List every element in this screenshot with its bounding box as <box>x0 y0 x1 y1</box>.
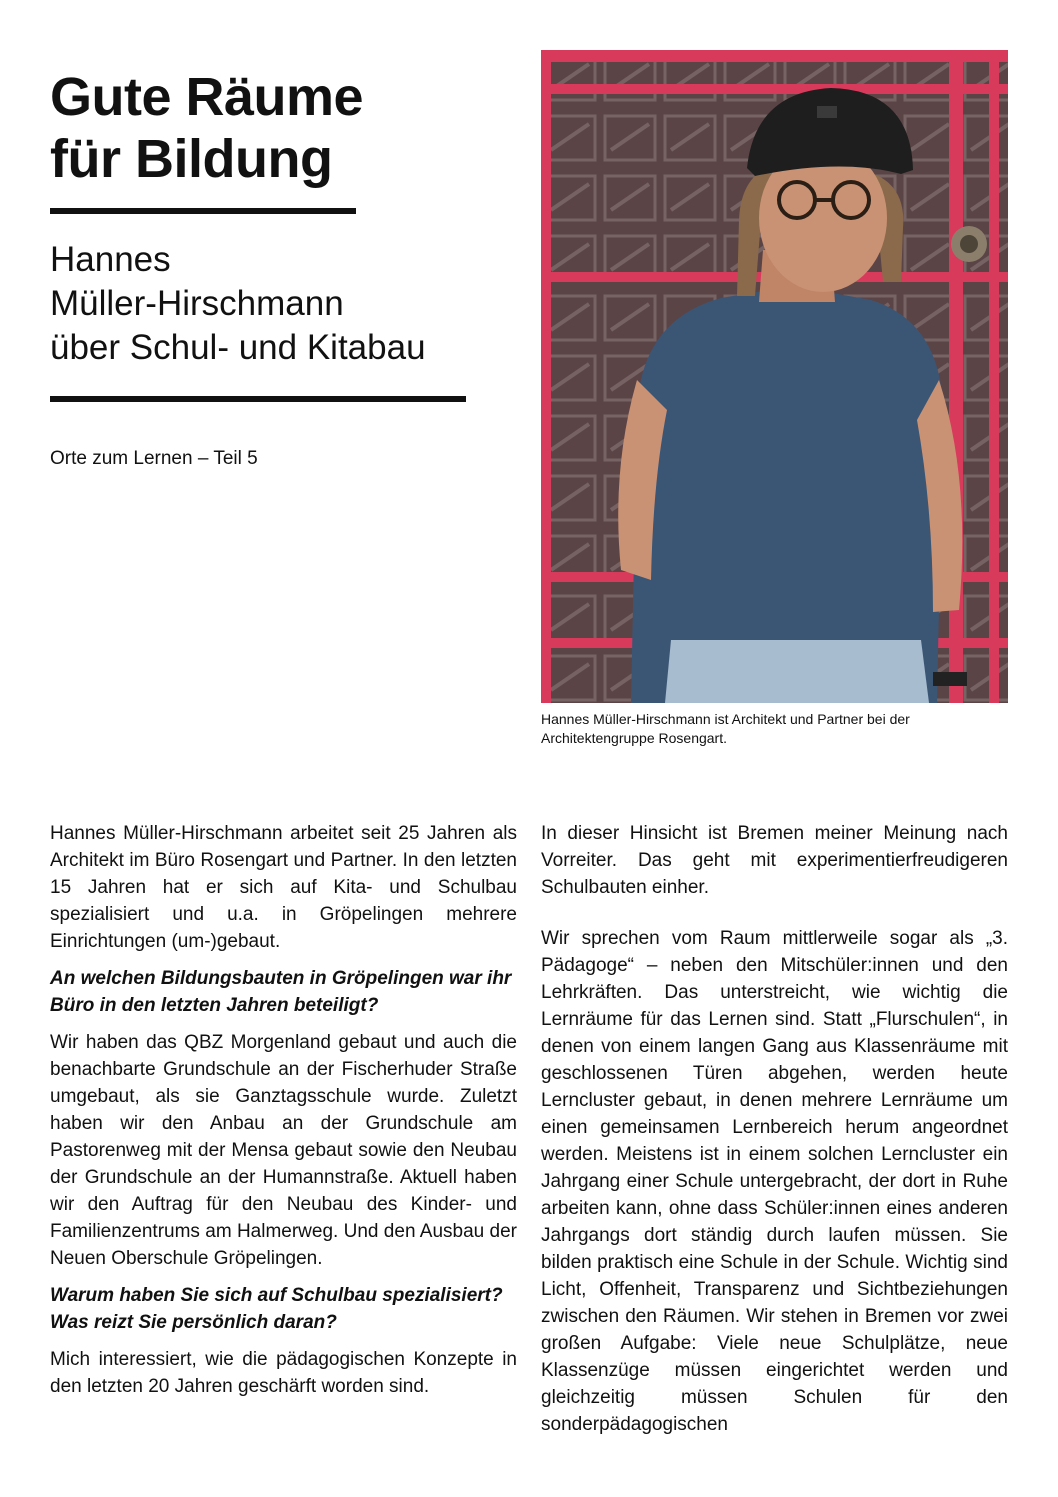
subtitle-line-2: Müller-Hirschmann <box>50 284 344 323</box>
article-column-left <box>50 820 517 1410</box>
page-title <box>50 66 470 190</box>
question-2: Warum haben Sie sich auf Schulbau spezialisiert? Was reizt Sie persönlich daran? <box>50 1285 503 1333</box>
page-subtitle <box>50 238 500 370</box>
subtitle-line-1: Hannes <box>50 240 171 279</box>
photo-caption: Hannes Müller-Hirschmann ist Architekt und Partner bei der Architektengruppe Rosengart. <box>541 711 910 746</box>
portrait-illustration <box>541 50 1008 703</box>
title-line-1: Gute Räume <box>50 67 364 127</box>
title-line-2: für Bildung <box>50 129 333 189</box>
answer-2-continued-2: Wir sprechen vom Raum mittlerweile sogar als „3. Pädagoge“ – neben den Mitschüler:innen und den Lehrkräften. Das unterstreicht, wie wichtig die Lernräume für das Lernen sind. Statt „Flurschulen“, in denen von einem langen Gang aus Klassenräume mit geschlossenen Türen abgehen, werden heute Lerncluster gebaut, in denen mehrere Lernräume um einen gemeinsamen Lernbereich herum angeordnet werden. Meistens ist in einem solchen Lerncluster ein Jahrgang einer Schule untergebracht, der dort in Ruhe arbeiten kann, ohne dass Schüler:innen eines anderen Jahrgangs dort ständig durch laufen müssen. Sie bilden praktisch eine Schule in der Schule. Wichtig sind Licht, Offenheit, Transparenz und Sichtbeziehungen zwischen den Räumen. Wir stehen in Bremen vor zwei großen Aufgabe: Viele neue Schulplätze, neue Klassenzüge müssen eingerichtet werden und gleichzeitig müssen Schulen für den sonderpädagogischen <box>541 928 1008 1435</box>
portrait-photo <box>541 50 1008 703</box>
answer-1: Wir haben das QBZ Morgenland gebaut und auch die benachbarte Grundschule an der Fischerhuder Straße umgebaut, als sie Ganztagsschule wurde. Zuletzt haben wir den Anbau an der Grundschule am Pastorenweg mit der Mensa gebaut sowie den Neubau der Grundschule an der Humannstraße. Aktuell haben wir den Auftrag für den Neubau des Kinder- und Familienzentrums am Halmerweg. Und den Ausbau der Neuen Oberschule Gröpelingen. <box>50 1032 517 1269</box>
subtitle-line-3: über Schul- und Kitabau <box>50 328 426 367</box>
subtitle-divider <box>50 396 466 402</box>
answer-2: Mich interessiert, wie die pädagogischen Konzepte in den letzten 20 Jahren geschärft worden sind. <box>50 1349 517 1397</box>
series-label: Orte zum Lernen – Teil 5 <box>50 448 258 469</box>
answer-2-continued: In dieser Hinsicht ist Bremen meiner Meinung nach Vorreiter. Das geht mit experimentierfreudigeren Schulbauten einher. <box>541 823 1008 898</box>
title-divider <box>50 208 356 214</box>
article-column-right <box>541 820 1008 1448</box>
intro-paragraph: Hannes Müller-Hirschmann arbeitet seit 25 Jahren als Architekt im Büro Rosengart und Partner. In den letzten 15 Jahren hat er sich auf Kita- und Schulbau spezialisiert und u.a. in Gröpelingen mehrere Einrichtungen (um-)gebaut. <box>50 823 517 952</box>
question-1: An welchen Bildungsbauten in Gröpelingen war ihr Büro in den letzten Jahren beteiligt? <box>50 968 512 1016</box>
